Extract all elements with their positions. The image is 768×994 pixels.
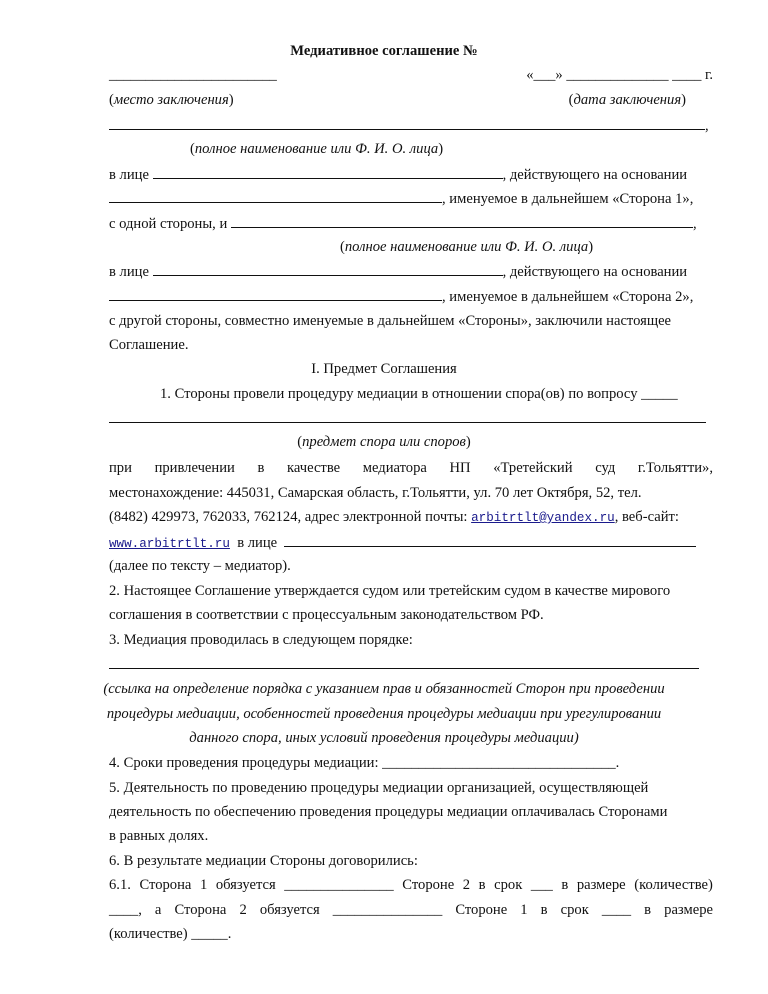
mediator-line: при привлечении в качестве медиатора НП «Третейский суд г.Тольятти»,: [109, 460, 713, 476]
party2-referred-line: , именуемое в дальнейшем «Сторона 2»,: [109, 287, 693, 306]
party1-name-line: ,: [109, 116, 709, 135]
order-caption-line3: данного спора, иных условий проведения процедуры медиации): [189, 730, 579, 746]
agreement-word: Соглашение.: [109, 337, 189, 353]
order-blank-line: [109, 655, 699, 674]
party1-referred-line: , именуемое в дальнейшем «Сторона 1»,: [109, 189, 693, 208]
place-blank: _______________________: [109, 67, 277, 83]
clause5-line1: 5. Деятельность по проведению процедуры медиации организацией, осуществляющей: [109, 780, 649, 796]
website-link[interactable]: www.arbitrtlt.ru: [109, 537, 230, 551]
clause2-line1: 2. Настоящее Соглашение утверждается судом или третейским судом в качестве мирового: [109, 583, 671, 599]
clause2-line2: соглашения в соответствии с процессуальным законодательством РФ.: [109, 607, 544, 623]
website-line: www.arbitrtlt.ru в лице: [109, 533, 696, 553]
clause61-line1: 6.1. Сторона 1 обязуется _______________ Стороне 2 в срок ___ в размере (количестве): [109, 877, 713, 893]
clause5-line2: деятельность по обеспечению проведения процедуры медиации оплачивалась Сторонами: [109, 804, 668, 820]
date-blank: «___» ______________ ____ г.: [526, 67, 713, 83]
date-caption: (дата заключения): [568, 92, 686, 108]
party1-representative-line: в лице , действующего на основании: [109, 167, 688, 183]
email-link[interactable]: arbitrtlt@yandex.ru: [471, 511, 615, 525]
mediator-address: местонахождение: 445031, Самарская область, г.Тольятти, ул. 70 лет Октября, 52, тел.: [109, 485, 642, 501]
dispute-subject-caption: (предмет спора или споров): [297, 434, 471, 450]
document-title: Медиативное соглашение №: [290, 43, 478, 59]
party1-name-caption: (полное наименование или Ф. И. О. лица): [190, 141, 444, 157]
mediator-note: (далее по тексту – медиатор).: [109, 558, 291, 574]
parties-intro-line: с другой стороны, совместно именуемые в дальнейшем «Стороны», заключили настоящее: [109, 313, 672, 329]
dispute-subject-line: [109, 409, 706, 428]
clause61-line3: (количестве) _____.: [109, 926, 232, 942]
party2-representative-line: в лице , действующего на основании: [109, 264, 688, 280]
clause3-line: 3. Медиация проводилась в следующем порядке:: [109, 632, 413, 648]
place-caption: (место заключения): [109, 92, 234, 108]
order-caption-line1: (ссылка на определение порядка с указанием прав и обязанностей Сторон при проведении: [103, 681, 665, 697]
clause1-line: 1. Стороны провели процедуру медиации в отношении спора(ов) по вопросу _____: [160, 386, 678, 402]
clause61-line2: ____, а Сторона 2 обязуется _______________ Стороне 1 в срок ____ в размере: [109, 902, 713, 918]
clause5-line3: в равных долях.: [109, 828, 209, 844]
mediator-contacts: (8482) 429973, 762033, 762124, адрес электронной почты: arbitrtlt@yandex.ru, веб-сайт:: [109, 509, 679, 525]
clause4-line: 4. Сроки проведения процедуры медиации: ________________________________.: [109, 755, 620, 771]
order-caption-line2: процедуры медиации, особенностей проведения процедуры медиации при урегулировании: [106, 706, 662, 722]
clause6-line: 6. В результате медиации Стороны договорились:: [109, 853, 418, 869]
party2-name-caption: (полное наименование или Ф. И. О. лица): [340, 239, 594, 255]
party2-name-line: с одной стороны, и ,: [109, 216, 697, 232]
section1-heading: I. Предмет Соглашения: [311, 361, 457, 377]
